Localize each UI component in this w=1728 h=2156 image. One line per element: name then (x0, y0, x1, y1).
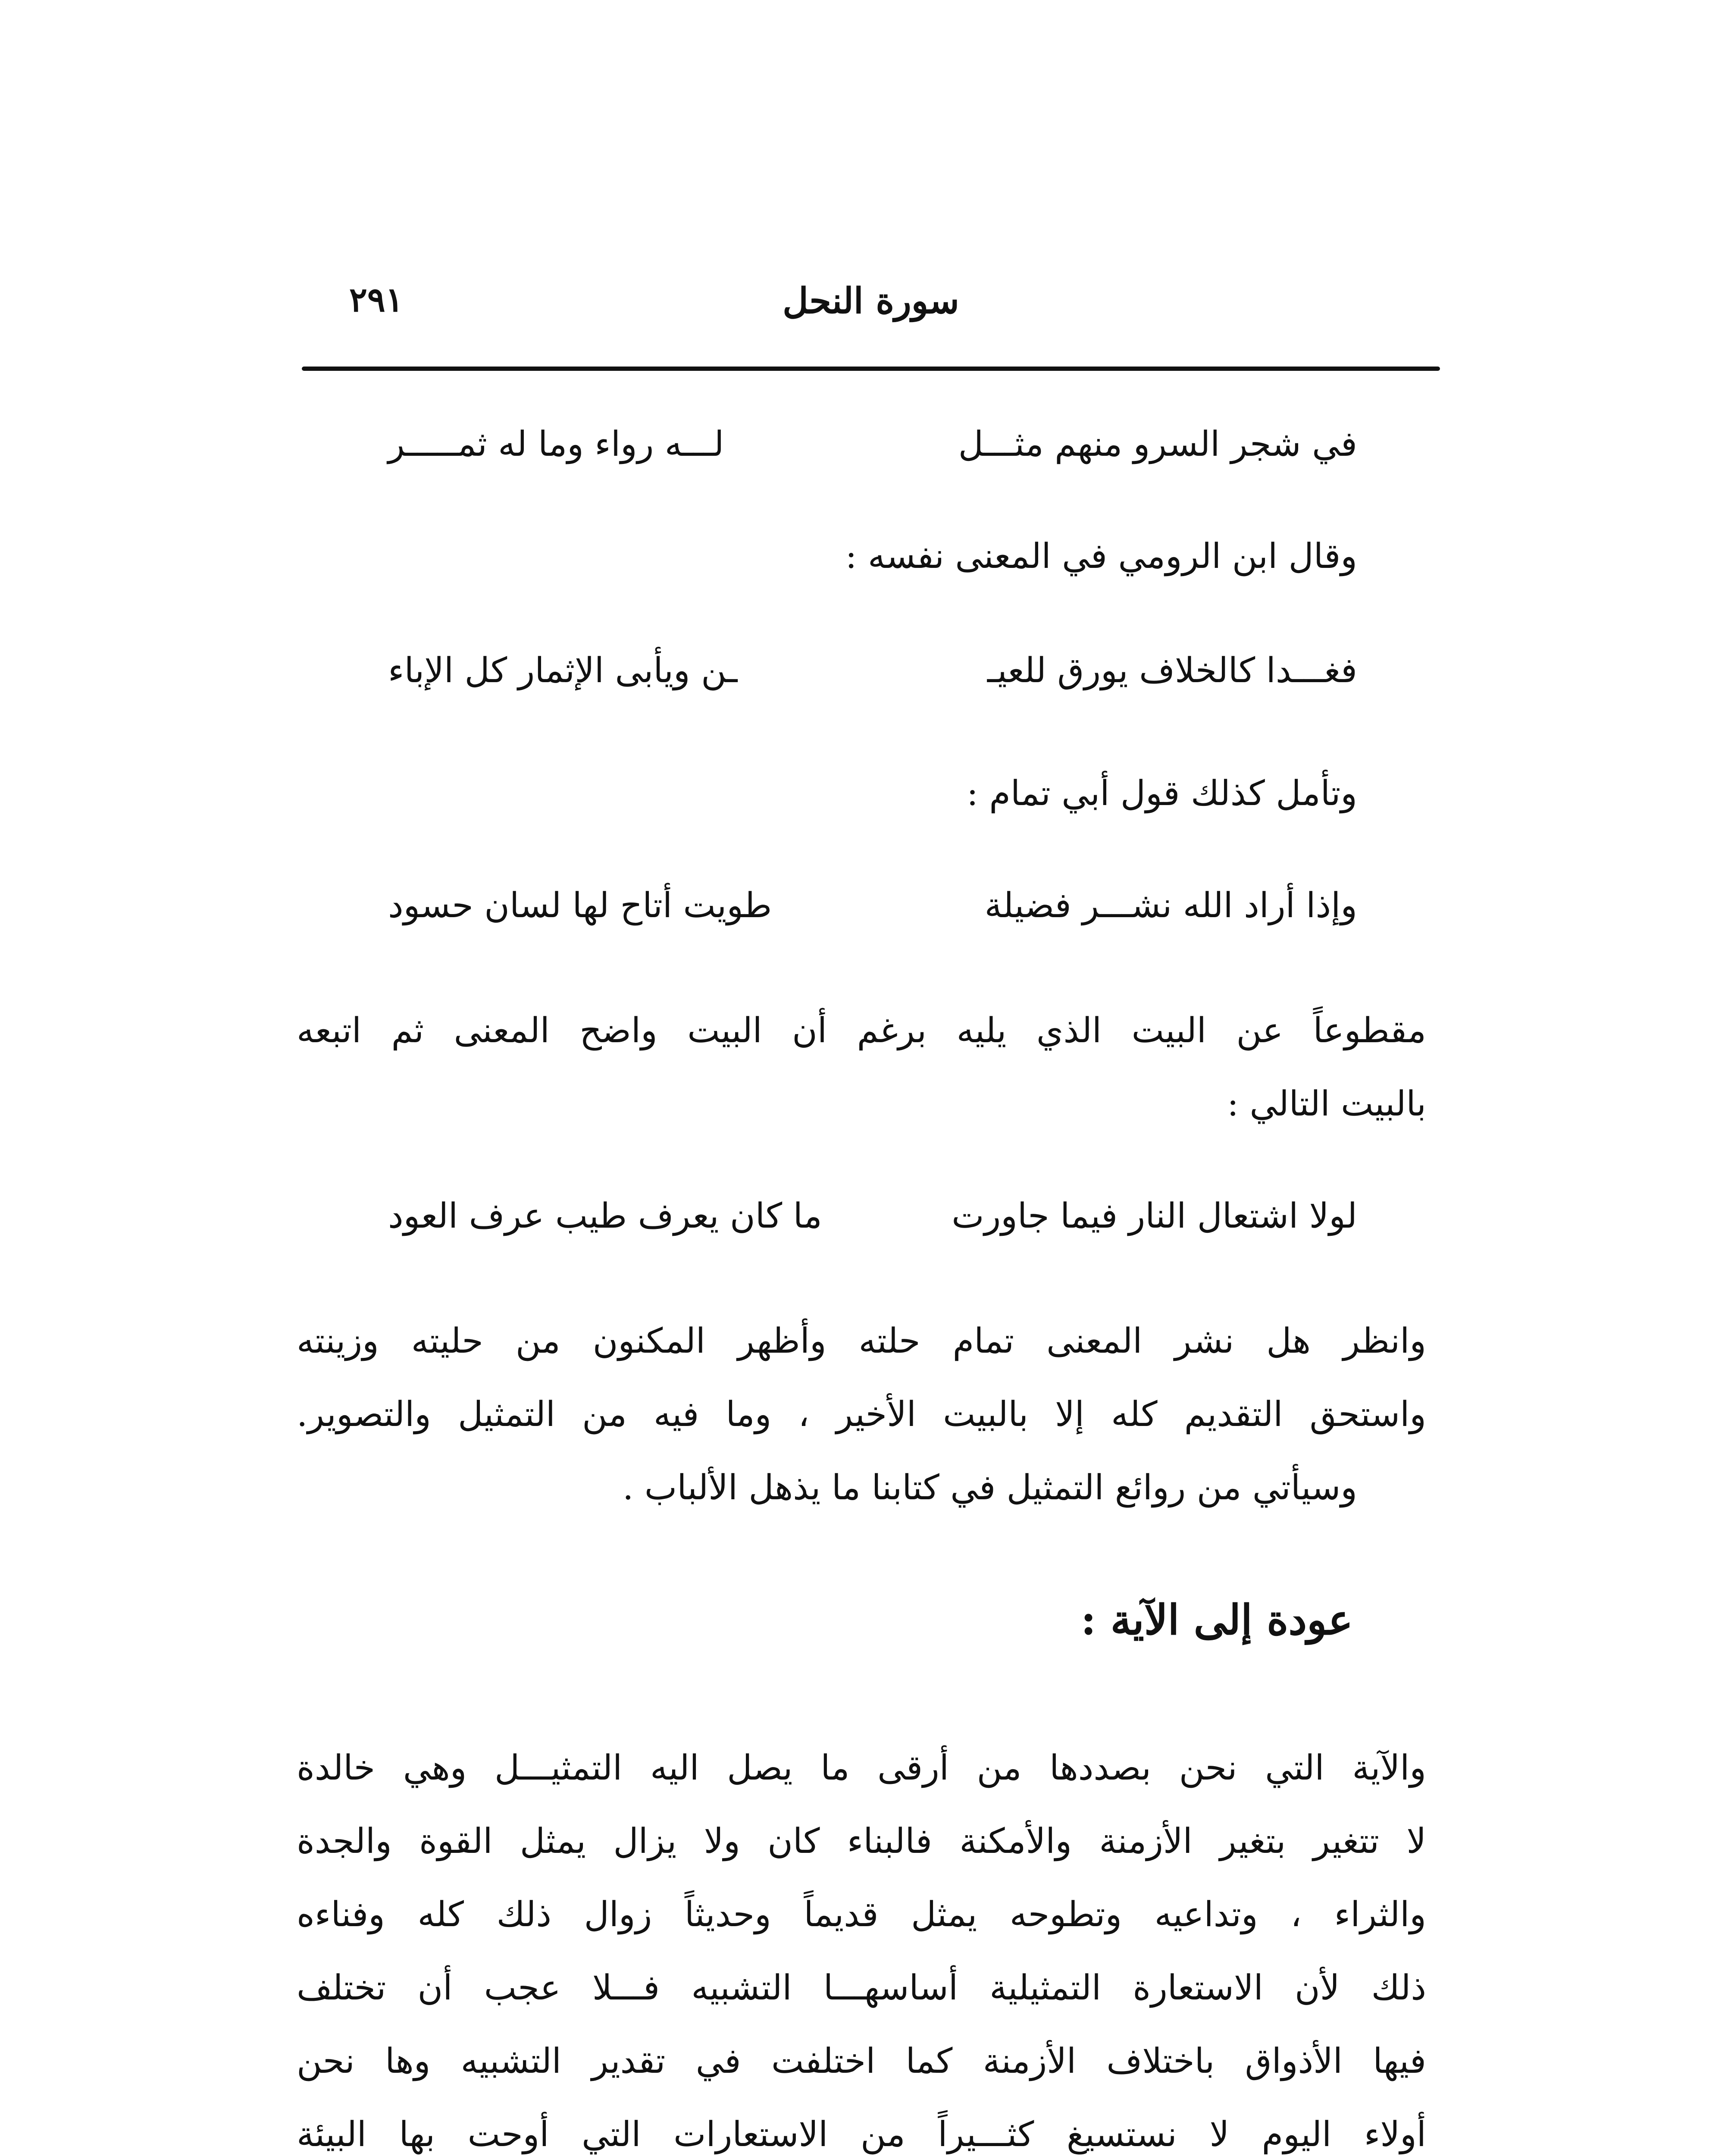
intro-line-1: وقال ابن الرومي في المعنى نفسه : (845, 536, 1357, 576)
paragraph-2-line-2: واستحق التقديم كله إلا بالبيت الأخير ، وما فيه من التمثيل والتصوير. (297, 1394, 1426, 1434)
verse-4-hemistich-right: لولا اشتعال النار فيما جاورت (952, 1196, 1357, 1236)
paragraph-3-line-5: فيها الأذواق باختلاف الأزمنة كما اختلفت في تقدير التشبيه وها نحن (297, 2041, 1426, 2081)
paragraph-3-line-3: والثراء ، وتداعيه وتطوحه يمثل قديماً وحديثاً زوال ذلك كله وفناءه (297, 1894, 1426, 1934)
page-number: ٢٩١ (349, 280, 404, 320)
paragraph-3-line-6: أولاء اليوم لا نستسيغ كثـــيراً من الاستعارات التي أوحت بها البيئة (297, 2114, 1426, 2154)
paragraph-3-line-2: لا تتغير بتغير الأزمنة والأمكنة فالبناء كان ولا يزال يمثل القوة والجدة (297, 1821, 1426, 1861)
header-rule (302, 367, 1440, 371)
verse-3-hemistich-right: وإذا أراد الله نشـــر فضيلة (984, 885, 1357, 925)
verse-4-hemistich-left: ما كان يعرف طيب عرف العود (388, 1196, 822, 1236)
paragraph-2-line-3: وسيأتي من روائع التمثيل في كتابنا ما يذهل الألباب . (623, 1467, 1357, 1507)
running-title: سورة النحل (783, 280, 959, 322)
verse-2-hemistich-right: فغـــدا كالخلاف يورق للعيـ (987, 650, 1357, 690)
verse-2-hemistich-left: ـن ويأبى الإثمار كل الإباء (388, 650, 738, 690)
paragraph-3-line-4: ذلك لأن الاستعارة التمثيلية أساسهـــا التشبيه فـــلا عجب أن تختلف (297, 1968, 1426, 2008)
intro-line-2: وتأمل كذلك قول أبي تمام : (967, 773, 1357, 813)
paragraph-1-line-2: بالبيت التالي : (1227, 1084, 1426, 1124)
verse-1-hemistich-left: لـــه رواء وما له ثمـــــر (388, 424, 724, 464)
page-header (302, 280, 1440, 341)
verse-3-hemistich-left: طويت أتاح لها لسان حسود (388, 885, 772, 925)
paragraph-1-line-1: مقطوعاً عن البيت الذي يليه برغم أن البيت واضح المعنى ثم اتبعه (297, 1010, 1426, 1050)
paragraph-2-line-1: وانظر هل نشر المعنى تمام حلته وأظهر المكنون من حليته وزينته (297, 1321, 1426, 1361)
section-heading: عودة إلى الآية : (1080, 1595, 1353, 1644)
paragraph-3-line-1: والآية التي نحن بصددها من أرقى ما يصل اليه التمثيـــل وهي خالدة (297, 1748, 1426, 1788)
verse-1-hemistich-right: في شجر السرو منهم مثـــل (958, 424, 1357, 464)
